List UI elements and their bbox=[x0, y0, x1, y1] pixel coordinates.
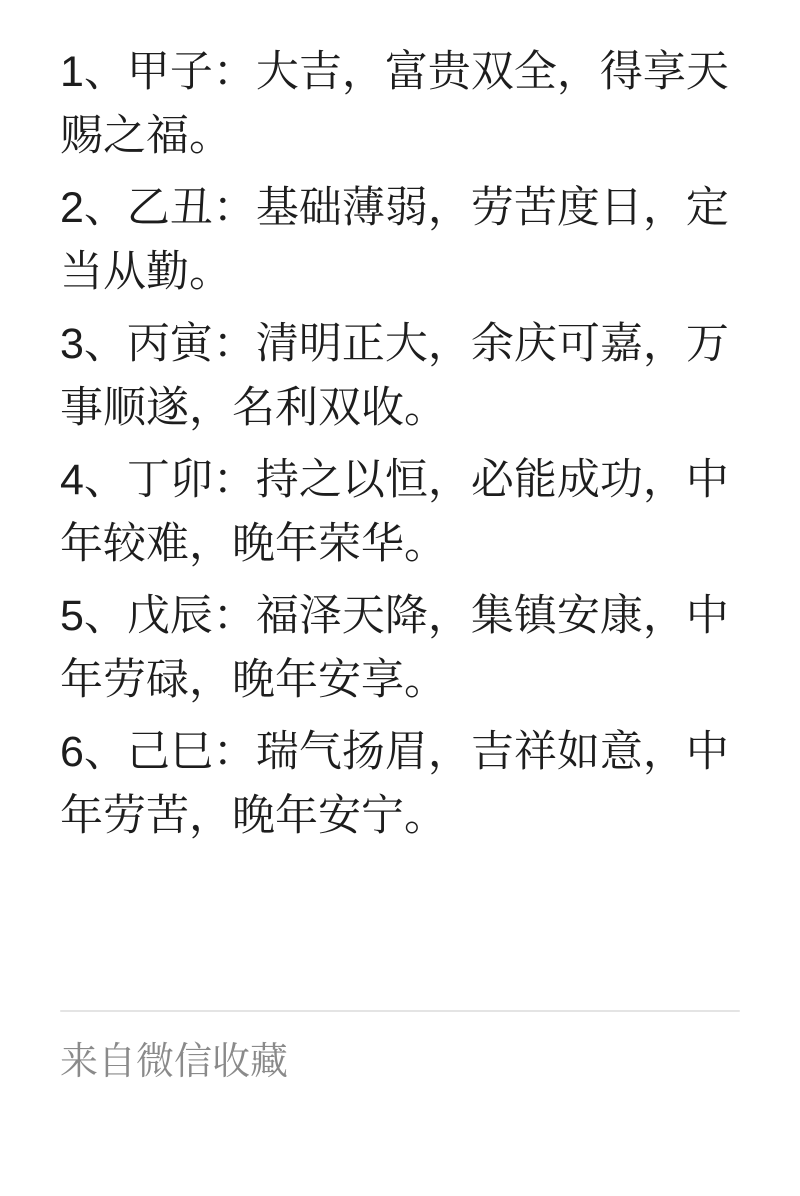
item-line-1: 3、丙寅：清明正大，余庆可嘉，万 bbox=[60, 320, 729, 368]
item-line-1: 5、戊辰：福泽天降，集镇安康，中 bbox=[60, 592, 729, 640]
item-line-2: 年较难，晚年荣华。 bbox=[60, 520, 447, 568]
item-line-1: 1、甲子：大吉，富贵双全，得享天 bbox=[60, 48, 729, 96]
list-item bbox=[60, 584, 742, 712]
list-item bbox=[60, 448, 742, 576]
source-label: 来自微信收藏 bbox=[60, 1041, 289, 1083]
item-line-2: 年劳苦，晚年安宁。 bbox=[60, 792, 447, 840]
item-line-2: 年劳碌，晚年安享。 bbox=[60, 656, 447, 704]
item-line-1: 6、己巳：瑞气扬眉，吉祥如意，中 bbox=[60, 728, 729, 776]
fortune-list bbox=[60, 40, 742, 848]
item-line-1: 4、丁卯：持之以恒，必能成功，中 bbox=[60, 456, 729, 504]
divider bbox=[60, 1010, 740, 1012]
item-line-2: 赐之福。 bbox=[60, 112, 232, 160]
item-line-1: 2、乙丑：基础薄弱，劳苦度日，定 bbox=[60, 184, 729, 232]
item-line-2: 事顺遂，名利双收。 bbox=[60, 384, 447, 432]
list-item bbox=[60, 720, 742, 848]
list-item bbox=[60, 312, 742, 440]
list-item bbox=[60, 40, 742, 168]
item-line-2: 当从勤。 bbox=[60, 248, 232, 296]
list-item bbox=[60, 176, 742, 304]
